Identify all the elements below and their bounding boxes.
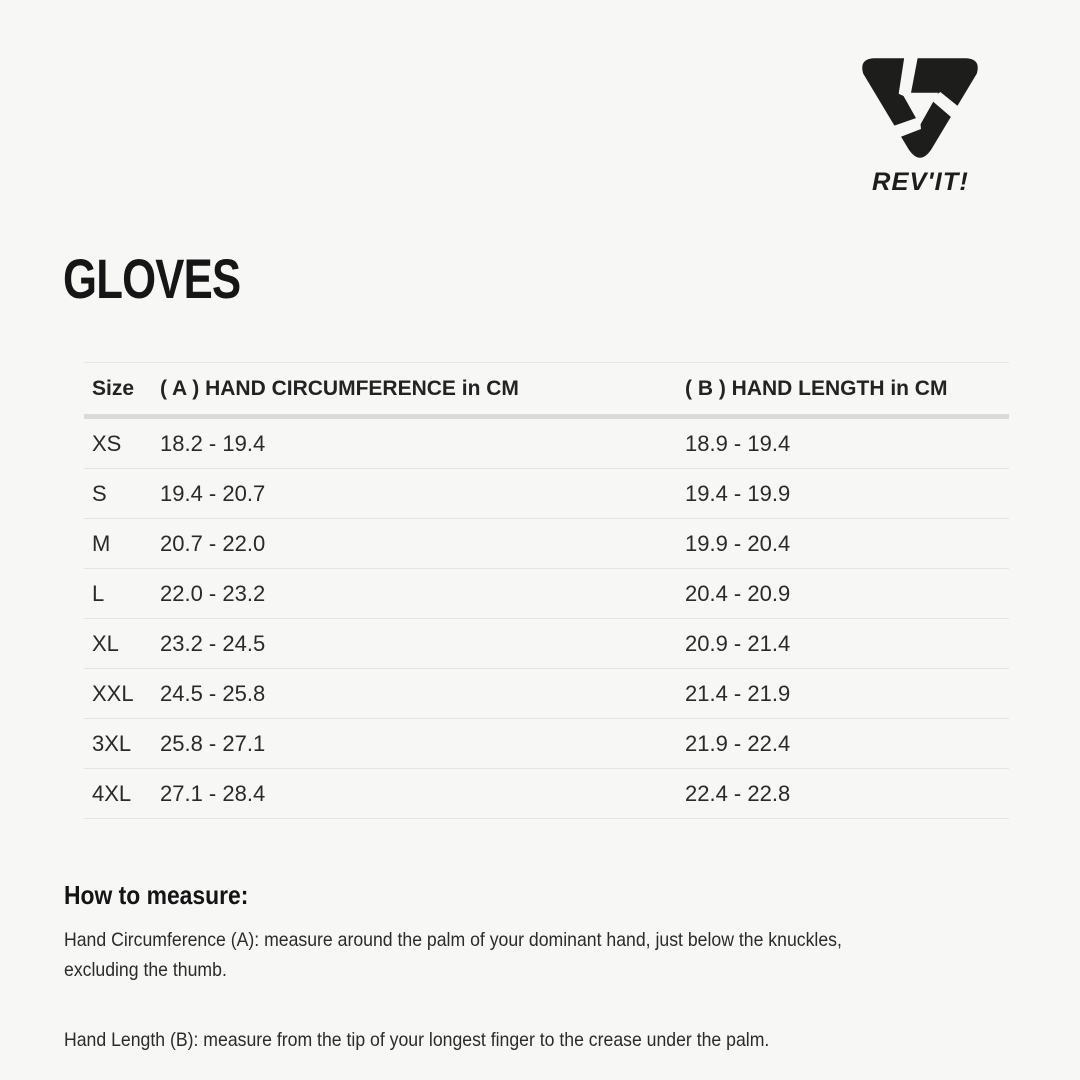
circumference-cell: 20.7 - 22.0 [160, 519, 685, 569]
size-cell: S [84, 469, 160, 519]
column-header-circumference: ( A ) HAND CIRCUMFERENCE in CM [160, 363, 685, 417]
column-header-size: Size [84, 363, 160, 417]
table-row [84, 769, 1009, 819]
table-row [84, 719, 1009, 769]
how-to-measure-section [64, 880, 994, 1055]
length-cell: 20.9 - 21.4 [685, 619, 1009, 669]
size-cell: 4XL [84, 769, 160, 819]
table-row [84, 569, 1009, 619]
size-table [84, 362, 1009, 819]
length-cell: 21.4 - 21.9 [685, 669, 1009, 719]
length-cell: 22.4 - 22.8 [685, 769, 1009, 819]
circumference-cell: 24.5 - 25.8 [160, 669, 685, 719]
size-table-body [84, 417, 1009, 819]
circumference-cell: 23.2 - 24.5 [160, 619, 685, 669]
hand-circumference-instructions: Hand Circumference (A): measure around the palm of your dominant hand, just below the knuckles, excluding the thumb. [64, 929, 842, 981]
size-cell: 3XL [84, 719, 160, 769]
column-header-length: ( B ) HAND LENGTH in CM [685, 363, 1009, 417]
size-cell: L [84, 569, 160, 619]
circumference-cell: 25.8 - 27.1 [160, 719, 685, 769]
table-row [84, 519, 1009, 569]
length-cell: 19.4 - 19.9 [685, 469, 1009, 519]
page-title: GLOVES [63, 247, 241, 310]
size-cell: XL [84, 619, 160, 669]
revit-shield-icon [854, 52, 986, 166]
hand-length-instructions: Hand Length (B): measure from the tip of your longest finger to the crease under the palm. [64, 1029, 770, 1051]
circumference-cell: 19.4 - 20.7 [160, 469, 685, 519]
circumference-cell: 27.1 - 28.4 [160, 769, 685, 819]
length-cell: 20.4 - 20.9 [685, 569, 1009, 619]
size-cell: XXL [84, 669, 160, 719]
size-cell: XS [84, 417, 160, 469]
brand-logo [848, 52, 992, 197]
circumference-cell: 22.0 - 23.2 [160, 569, 685, 619]
circumference-cell: 18.2 - 19.4 [160, 417, 685, 469]
brand-wordmark: REV'IT! [871, 168, 969, 196]
table-row [84, 619, 1009, 669]
length-cell: 19.9 - 20.4 [685, 519, 1009, 569]
size-cell: M [84, 519, 160, 569]
table-row [84, 417, 1009, 469]
length-cell: 18.9 - 19.4 [685, 417, 1009, 469]
how-to-measure-heading: How to measure: [64, 880, 249, 910]
length-cell: 21.9 - 22.4 [685, 719, 1009, 769]
table-header-row [84, 363, 1009, 417]
table-row [84, 469, 1009, 519]
table-row [84, 669, 1009, 719]
